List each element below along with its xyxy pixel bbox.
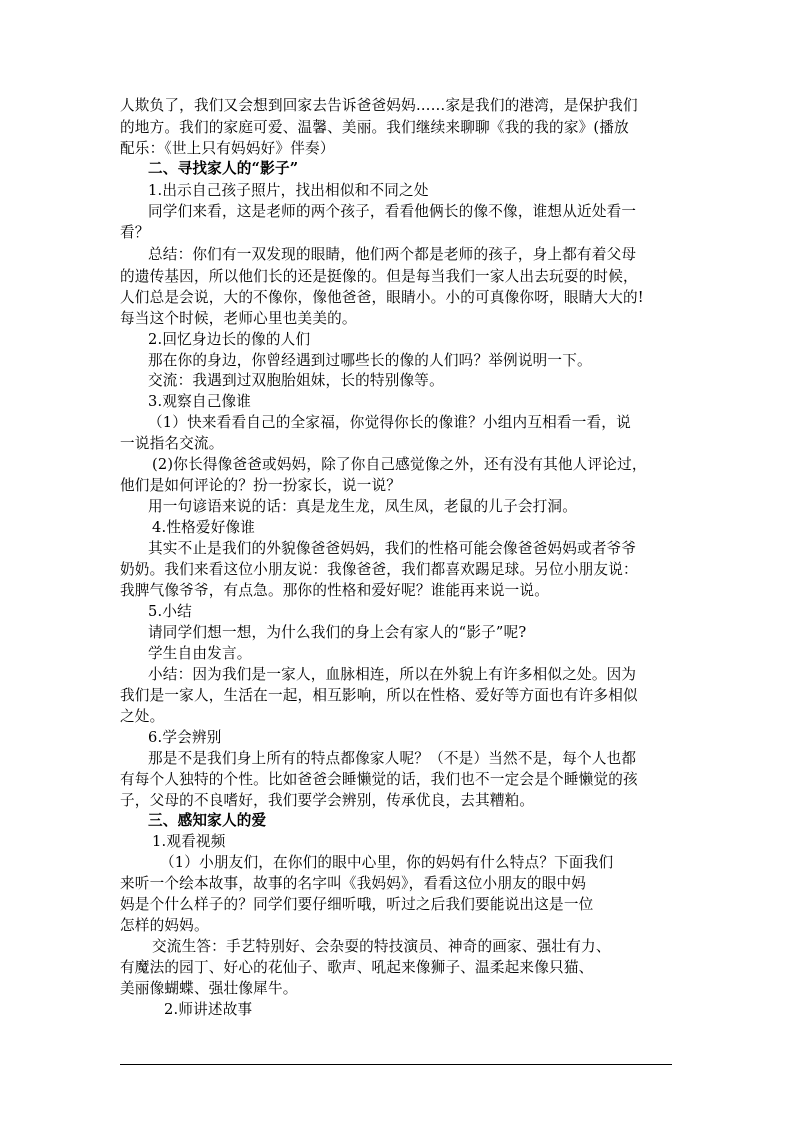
text-line: 那是不是我们身上所有的特点都像家人呢？（不是）当然不是，每个人也都	[148, 750, 637, 767]
text-line: 有每个人独特的个性。比如爸爸会睡懒觉的话，我们也不一定会是个睡懒觉的孩	[120, 771, 638, 788]
text-line: 小结：因为我们是一家人，血脉相连，所以在外貌上有许多相似之处。因为	[148, 666, 637, 683]
subsection-heading: 2.师讲述故事	[164, 1001, 253, 1018]
text-line: 总结：你们有一双发现的眼睛，他们两个都是老师的孩子，身上都有着父母	[148, 246, 637, 263]
text-line: 他们是如何评论的？扮一扮家长，说一说？	[120, 477, 402, 494]
text-line: 来听一个绘本故事，故事的名字叫《我妈妈》，看看这位小朋友的眼中妈	[120, 875, 587, 892]
subsection-heading: 2.回忆身边长的像的人们	[148, 331, 311, 348]
subsection-heading: 1.观看视频	[152, 833, 226, 850]
text-line: 每当这个时候，老师心里也美美的。	[120, 310, 357, 327]
section-heading: 二、寻找家人的“影子”	[148, 160, 299, 177]
text-line: 一说指名交流。	[120, 435, 224, 452]
text-line: （1）快来看看自己的全家福，你觉得你长的像谁？小组内互相看一看，说	[148, 414, 631, 431]
text-line: 交流生答：手艺特别好、会杂耍的特技演员、神奇的画家、强壮有力、	[152, 938, 611, 955]
subsection-heading: 1.出示自己孩子照片，找出相似和不同之处	[148, 182, 429, 199]
text-line: 人欺负了，我们又会想到回家去告诉爸爸妈妈……家是我们的港湾，是保护我们	[120, 97, 638, 114]
subsection-heading: 3.观察自己像谁	[148, 393, 252, 410]
text-line: (2)你长得像爸爸或妈妈，除了你自己感觉像之外，还有没有其他人评论过，	[152, 456, 647, 473]
text-line: 有魔法的园丁、好心的花仙子、歌声、吼起来像狮子、温柔起来像只猫、	[120, 959, 594, 976]
text-line: 我们是一家人，生活在一起，相互影响，所以在性格、爱好等方面也有许多相似	[120, 687, 638, 704]
text-line: 配乐：《世上只有妈妈好》伴奏）	[120, 140, 335, 157]
text-line: 学生自由发言。	[148, 645, 252, 662]
text-line: 交流：我遇到过双胞胎姐妹，长的特别像等。	[148, 372, 444, 389]
text-line: 怎样的妈妈。	[120, 917, 209, 934]
text-line: 之处。	[120, 708, 165, 725]
text-line: （1）小朋友们，在你们的眼中心里，你的妈妈有什么特点？下面我们	[160, 854, 614, 871]
text-line: 美丽像蝴蝶、强壮像犀牛。	[120, 980, 298, 997]
subsection-heading: 6.学会辨别	[148, 729, 222, 746]
text-line: 妈是个什么样子的？同学们要仔细听哦，听过之后我们要能说出这是一位	[120, 896, 594, 913]
text-line: 子，父母的不良嗜好，我们要学会辨别，传承优良，去其糟粕。	[120, 792, 535, 809]
text-line: 请同学们想一想，为什么我们的身上会有家人的“影子”呢?	[148, 624, 527, 641]
text-line: 人们总是会说，大的不像你，像他爸爸，眼睛小。小的可真像你呀，眼睛大大的!	[120, 289, 644, 306]
text-line: 的遗传基因，所以他们长的还是挺像的。但是每当我们一家人出去玩耍的时候，	[120, 268, 638, 285]
text-line: 看？	[120, 224, 150, 241]
text-line: 其实不止是我们的外貌像爸爸妈妈，我们的性格可能会像爸爸妈妈或者爷爷	[148, 540, 637, 557]
section-heading: 三、感知家人的爱	[148, 812, 267, 829]
text-line: 用一句谚语来说的话：真是龙生龙，凤生凤，老鼠的儿子会打洞。	[148, 498, 578, 515]
subsection-heading: 5.小结	[148, 603, 192, 620]
text-line: 那在你的身边，你曾经遇到过哪些长的像的人们吗？举例说明一下。	[148, 352, 592, 369]
text-line: 同学们来看，这是老师的两个孩子，看看他俩长的像不像，谁想从近处看一	[148, 203, 637, 220]
text-line: 我脾气像爷爷，有点急。那你的性格和爱好呢？谁能再来说一说。	[120, 582, 550, 599]
text-line: 奶奶。我们来看这位小朋友说：我像爸爸，我们都喜欢踢足球。另位小朋友说：	[120, 561, 638, 578]
text-line: 的地方。我们的家庭可爱、温馨、美丽。我们继续来聊聊《我的我的家》(播放	[120, 119, 629, 136]
footer-divider	[120, 1064, 672, 1065]
subsection-heading: 4.性格爱好像谁	[152, 519, 256, 536]
